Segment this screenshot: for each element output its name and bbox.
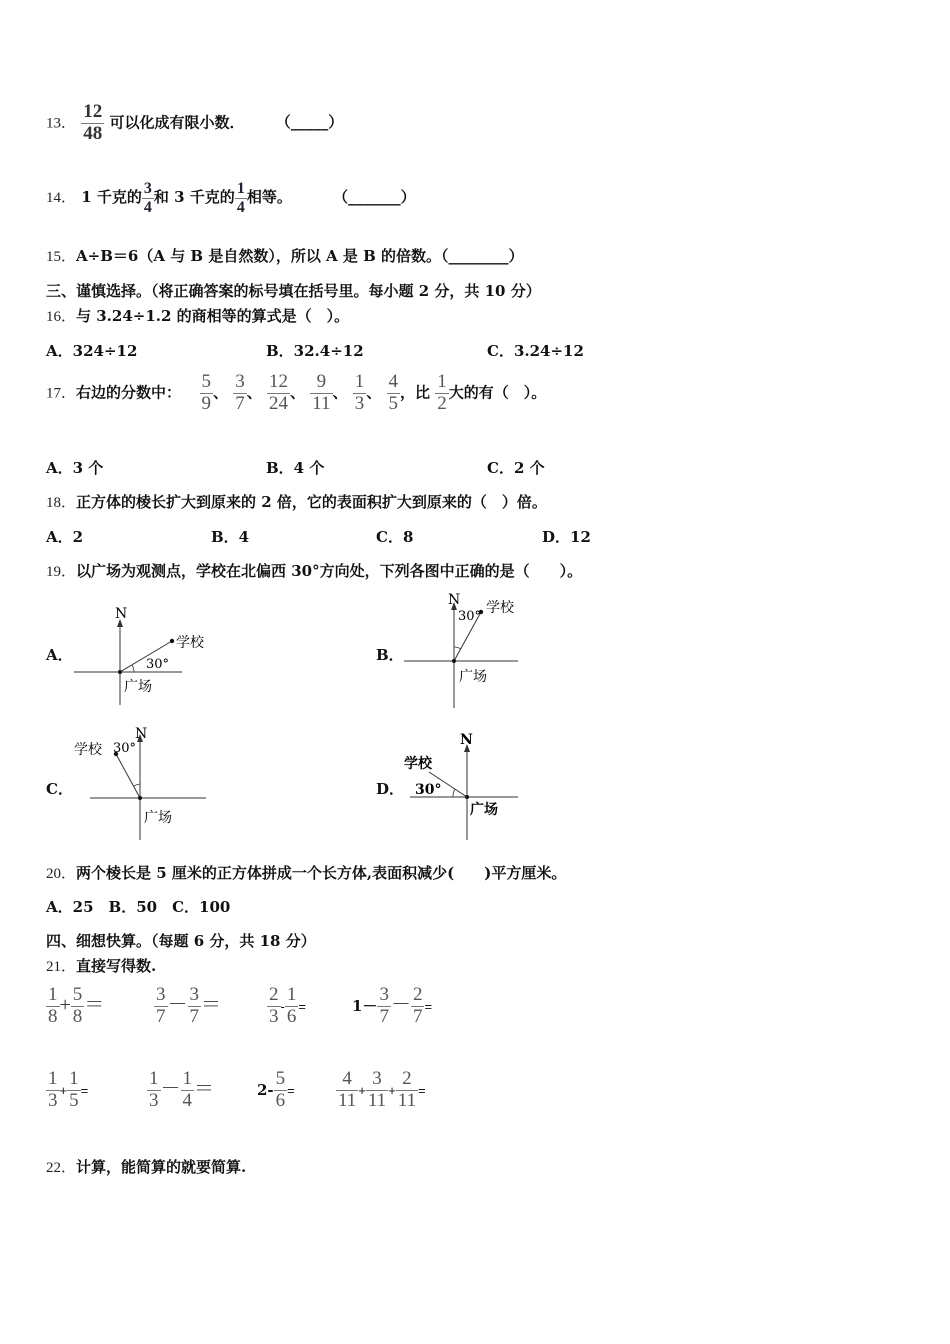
school-label: 学校 bbox=[74, 742, 102, 758]
expression: 1－ $\frac{3}{7}$ － $\frac{2}{7}$ = bbox=[352, 984, 433, 1027]
school-label: 学校 bbox=[486, 600, 514, 616]
square-label: 广场 bbox=[470, 802, 498, 818]
north-label: N bbox=[448, 592, 461, 608]
north-label: N bbox=[135, 726, 148, 742]
north-label: N bbox=[460, 732, 473, 748]
expression: $\frac{3}{7}$ － $\frac{3}{7}$ ＝ bbox=[156, 984, 221, 1027]
option-b[interactable]: B．4 bbox=[211, 528, 250, 546]
square-label: 广场 bbox=[459, 669, 487, 685]
expression: $\frac{1}{3}$ + $\frac{1}{5}$ = bbox=[48, 1068, 89, 1111]
school-label: 学校 bbox=[404, 756, 432, 772]
option-a[interactable]: A．2 bbox=[46, 528, 84, 546]
question-14: 14． 1 千克的 $\frac{3}{4}$ 和 3 千克的 $\frac{1}{4}$ 相等。 （_______） bbox=[46, 180, 416, 216]
square-label: 广场 bbox=[144, 810, 172, 826]
question-20: 20．两个棱长是 5 厘米的正方体拼成一个长方体,表面积减少( )平方厘米。 bbox=[46, 864, 567, 882]
question-22: 22．计算，能简算的就要简算. bbox=[46, 1158, 247, 1176]
option-a[interactable]: A．3 个 bbox=[46, 459, 104, 477]
question-13: 13． $\frac{12}{48}$ 可以化成有限小数． （_____） bbox=[46, 101, 344, 144]
answer-blank[interactable]: （_____） bbox=[275, 113, 344, 132]
option-c[interactable]: C．3.24÷12 bbox=[487, 342, 584, 360]
option-a[interactable]: A． bbox=[46, 646, 73, 664]
option-b[interactable]: B．4 个 bbox=[266, 459, 325, 477]
option-b[interactable]: B．32.4÷12 bbox=[266, 342, 364, 360]
question-21: 21．直接写得数. bbox=[46, 957, 157, 975]
expression: $\frac{1}{3}$ － $\frac{1}{4}$ ＝ bbox=[149, 1068, 214, 1111]
question-number: 13． bbox=[46, 115, 77, 132]
fraction: $\frac{12}{48}$ bbox=[83, 101, 103, 144]
option-c[interactable]: C．8 bbox=[376, 528, 414, 546]
square-label: 广场 bbox=[124, 679, 152, 695]
north-label: N bbox=[115, 606, 128, 622]
question-16: 16．与 3.24÷1.2 的商相等的算式是（ ）。 bbox=[46, 307, 350, 325]
option-b[interactable]: B． bbox=[376, 646, 404, 664]
question-19: 19．以广场为观测点，学校在北偏西 30°方向处，下列各图中正确的是（ ）。 bbox=[46, 562, 583, 580]
direction-diagram-a bbox=[70, 605, 204, 710]
question-17: 17．右边的分数中： $\frac{5}{9}$ 、 $\frac{3}{7}$ 、 $\frac{12}{24}$ 、 $\frac{9}{11}$ 、 $\frac{1}{3}$ 、 $\frac{4}{5}$ ，比 $\frac{1}{2}$ 大的有（ ）。 bbox=[46, 371, 547, 414]
angle-label: 30° bbox=[113, 741, 137, 756]
angle-label: 30° bbox=[415, 782, 442, 798]
option-c[interactable]: C． bbox=[46, 780, 73, 798]
section-3-title: 三、谨慎选择。（将正确答案的标号填在括号里。每小题 2 分，共 10 分） bbox=[46, 282, 541, 300]
direction-diagram-d bbox=[402, 728, 527, 843]
option-c[interactable]: C．2 个 bbox=[487, 459, 545, 477]
answer-blank[interactable]: （_______） bbox=[333, 188, 416, 207]
options-row[interactable]: A．25 B．50 C．100 bbox=[46, 898, 231, 916]
question-18: 18．正方体的棱长扩大到原来的 2 倍，它的表面积扩大到原来的（ ）倍。 bbox=[46, 493, 547, 511]
angle-label: 30° bbox=[458, 609, 482, 624]
option-d[interactable]: D． bbox=[376, 780, 405, 798]
direction-diagram-b bbox=[402, 590, 527, 710]
expression: $\frac{1}{8}$ + $\frac{5}{8}$ ＝ bbox=[48, 984, 105, 1027]
direction-diagram-c bbox=[74, 724, 214, 842]
school-label: 学校 bbox=[176, 635, 204, 651]
section-4-title: 四、细想快算。（每题 6 分，共 18 分） bbox=[46, 932, 316, 950]
angle-label: 30° bbox=[146, 657, 170, 672]
expression: $\frac{2}{3}$ - $\frac{1}{6}$ = bbox=[269, 984, 306, 1027]
expression: 2- $\frac{5}{6}$ = bbox=[257, 1068, 295, 1111]
question-15: 15．A÷B＝6（A 与 B 是自然数），所以 A 是 B 的倍数。（________） bbox=[46, 247, 524, 265]
option-a[interactable]: A．324÷12 bbox=[46, 342, 138, 360]
option-d[interactable]: D．12 bbox=[542, 528, 591, 546]
expression: $\frac{4}{11}$ + $\frac{3}{11}$ + $\frac{2}{11}$ = bbox=[338, 1068, 426, 1111]
